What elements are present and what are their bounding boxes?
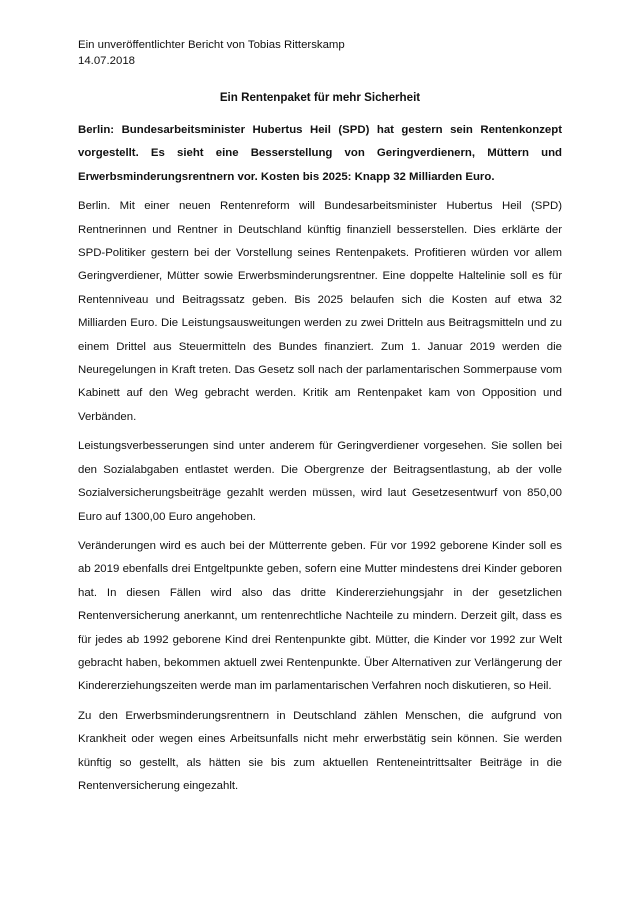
author-line: Ein unveröffentlichter Bericht von Tobias Ritterskamp [78, 39, 345, 51]
article-title: Ein Rentenpaket für mehr Sicherheit [219, 91, 421, 104]
body-paragraph-3: Veränderungen wird es auch bei der Mütterrente geben. Für vor 1992 geborene Kinder soll es ab 2019 ebenfalls drei Entgeltpunkte geben, sofern eine Mutter mindestens drei Kinder geboren hat. In diesen Fällen wird also das dritte Kindererziehungsjahr in der gesetzlichen Rentenversicherung anerkannt, um rentenrechtliche Nachteile zu mindern. Derzeit gilt, dass es für jedes ab 1992 geborene Kind drei Rentenpunkte gibt. Mütter, die Kinder vor 1992 zur Welt gebracht haben, bekommen aktuell zwei Rentenpunkte. Über Alternativen zur Verlängerung der Kindererziehungszeiten werde man im parlamentarischen Verfahren noch diskutieren, so Heil. [78, 539, 562, 693]
report-date: 14.07.2018 [78, 55, 136, 67]
body-paragraph-2: Leistungsverbesserungen sind unter anderem für Geringverdiener vorgesehen. Sie sollen bei den Sozialabgaben entlastet werden. Die Obergrenze der Beitragsentlastung, ab der volle Sozialversicherungsbeiträge gezahlt werden müssen, wird laut Gesetzesentwurf von 850,00 Euro auf 1300,00 Euro angehoben. [78, 440, 562, 523]
body-paragraph-1: Berlin. Mit einer neuen Rentenreform will Bundesarbeitsminister Hubertus Heil (SPD) Rentnerinnen und Rentner in Deutschland künftig finanziell besserstellen. Dies erklärte der SPD-Politiker gestern bei der Vorstellung seines Rentenpakets. Profitieren würden vor allem Geringverdiener, Mütter sowie Erwerbsminderungsrentner. Eine doppelte Haltelinie soll es für Rentenniveau und Beitragssatz geben. Bis 2025 belaufen sich die Kosten auf etwa 32 Milliarden Euro. Die Leistungsausweitungen werden zu zwei Dritteln aus Beitragsmitteln und zu einem Drittel aus Steuermitteln des Bundes finanziert. Zum 1. Januar 2019 werden die Neuregelungen in Kraft treten. Das Gesetz soll nach der parlamentarischen Sommerpause vom Kabinett auf den Weg gebracht werden. Kritik am Rentenpaket kam von Opposition und Verbänden. [78, 200, 562, 423]
article-lead: Berlin: Bundesarbeitsminister Hubertus Heil (SPD) hat gestern sein Rentenkonzept vorgestellt. Es sieht eine Besserstellung von Geringverdienern, Müttern und Erwerbsminderungsrentnern vor. Kosten bis 2025: Knapp 32 Milliarden Euro. [78, 124, 562, 183]
body-paragraph-4: Zu den Erwerbsminderungsrentnern in Deutschland zählen Menschen, die aufgrund von Krankheit oder wegen eines Arbeitsunfalls nicht mehr erwerbstätig sein können. Sie werden künftig so gestellt, als hätten sie bis zum aktuellen Renteneintrittsalter Beiträge in die Rentenversicherung eingezahlt. [78, 709, 562, 792]
document-page [78, 37, 562, 804]
